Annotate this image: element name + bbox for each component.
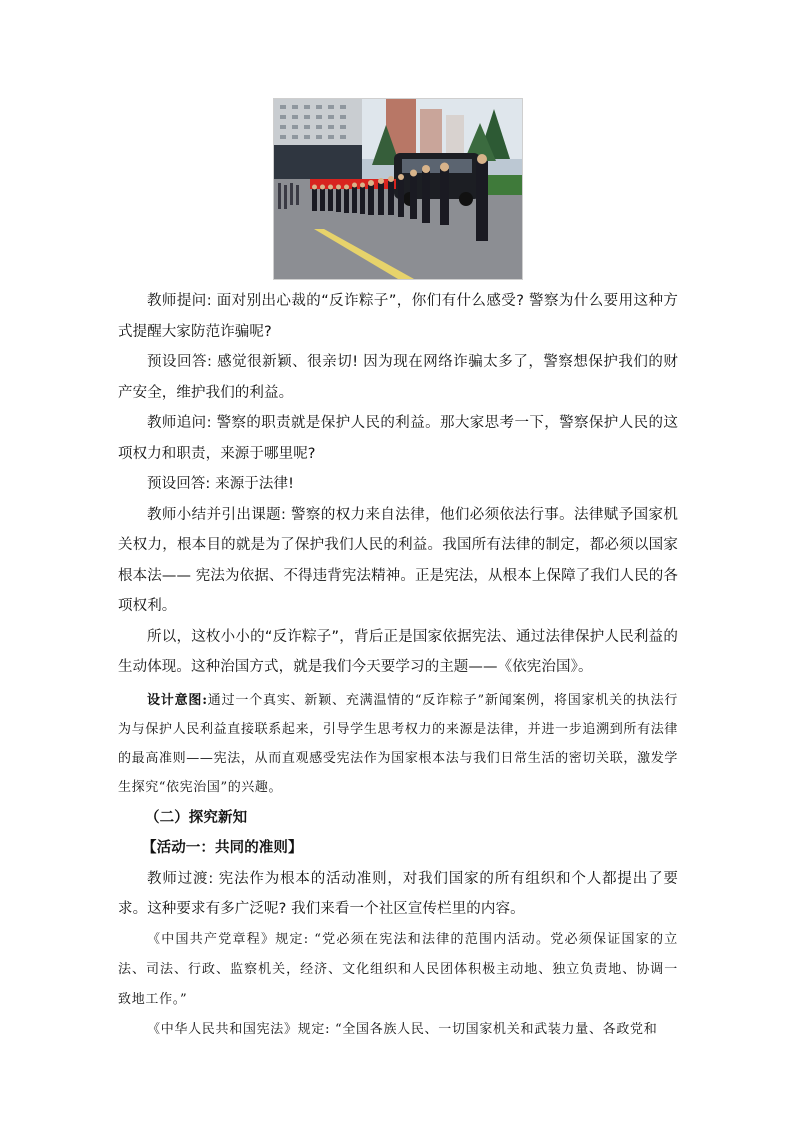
design-intent-paragraph bbox=[118, 686, 678, 802]
activity-title: 【活动一：共同的准则】 bbox=[142, 840, 303, 856]
party-constitution-citation: 《中国共产党章程》规定: “党必须在宪法和法律的范围内活动。党必须保证国家的立法、司法、行政、监察机关，经济、文化组织和人民团体积极主动地、独立负责地、协调一致地工作。” bbox=[118, 931, 678, 1007]
teacher-transition-paragraph: 教师过渡: 宪法作为根本的活动准则，对我们国家的所有组织和个人都提出了要求。这种要求有多广泛呢? 我们来看一个社区宣传栏里的内容。 bbox=[118, 870, 678, 917]
expected-answer-paragraph: 预设回答: 感觉很新颖、很亲切! 因为现在网络诈骗太多了，警察想保护我们的财产安全，维护我们的利益。 bbox=[118, 354, 678, 401]
state-constitution-citation: 《中华人民共和国宪法》规定: “全国各族人民、一切国家机关和武装力量、各政党和 bbox=[147, 1021, 658, 1037]
section-heading: （二）探究新知 bbox=[145, 809, 248, 826]
design-intent-label: 设计意图: bbox=[147, 692, 208, 708]
teacher-question-paragraph: 教师提问: 面对别出心裁的“反诈粽子”，你们有什么感受? 警察为什么要用这种方式提醒大家防范诈骗呢? bbox=[118, 293, 678, 340]
topic-intro-paragraph: 所以，这枚小小的“反诈粽子”，背后正是国家依据宪法、通过法律保护人民利益的生动体现。这种治国方式，就是我们今天要学习的主题——《依宪治国》。 bbox=[118, 628, 678, 675]
teacher-followup-paragraph: 教师追问: 警察的职责就是保护人民的利益。那大家思考一下，警察保护人民的这项权力和职责，来源于哪里呢? bbox=[118, 415, 678, 462]
police-rice-dumpling-photo bbox=[274, 99, 522, 279]
design-intent-text: 通过一个真实、新颖、充满温情的“反诈粽子”新闻案例，将国家机关的执法行为与保护人民利益直接联系起来，引导学生思考权力的来源是法律，并进一步追溯到所有法律的最高准则——宪法，从而直观感受宪法作为国家根本法与我们日常生活的密切关联，激发学生探究“依宪治国”的兴趣。 bbox=[118, 692, 678, 795]
document-body bbox=[118, 286, 678, 1045]
expected-answer-paragraph-2: 预设回答: 来源于法律! bbox=[147, 476, 295, 492]
teacher-summary-paragraph: 教师小结并引出课题: 警察的权力来自法律，他们必须依法行事。法律赋予国家机关权力，根本目的就是为了保护我们人民的利益。我国所有法律的制定，都必须以国家根本法—— 宪法为依据、不得违背宪法精神。正是宪法，从根本上保障了我们人民的各项权利。 bbox=[118, 506, 678, 614]
news-photo bbox=[273, 98, 523, 280]
